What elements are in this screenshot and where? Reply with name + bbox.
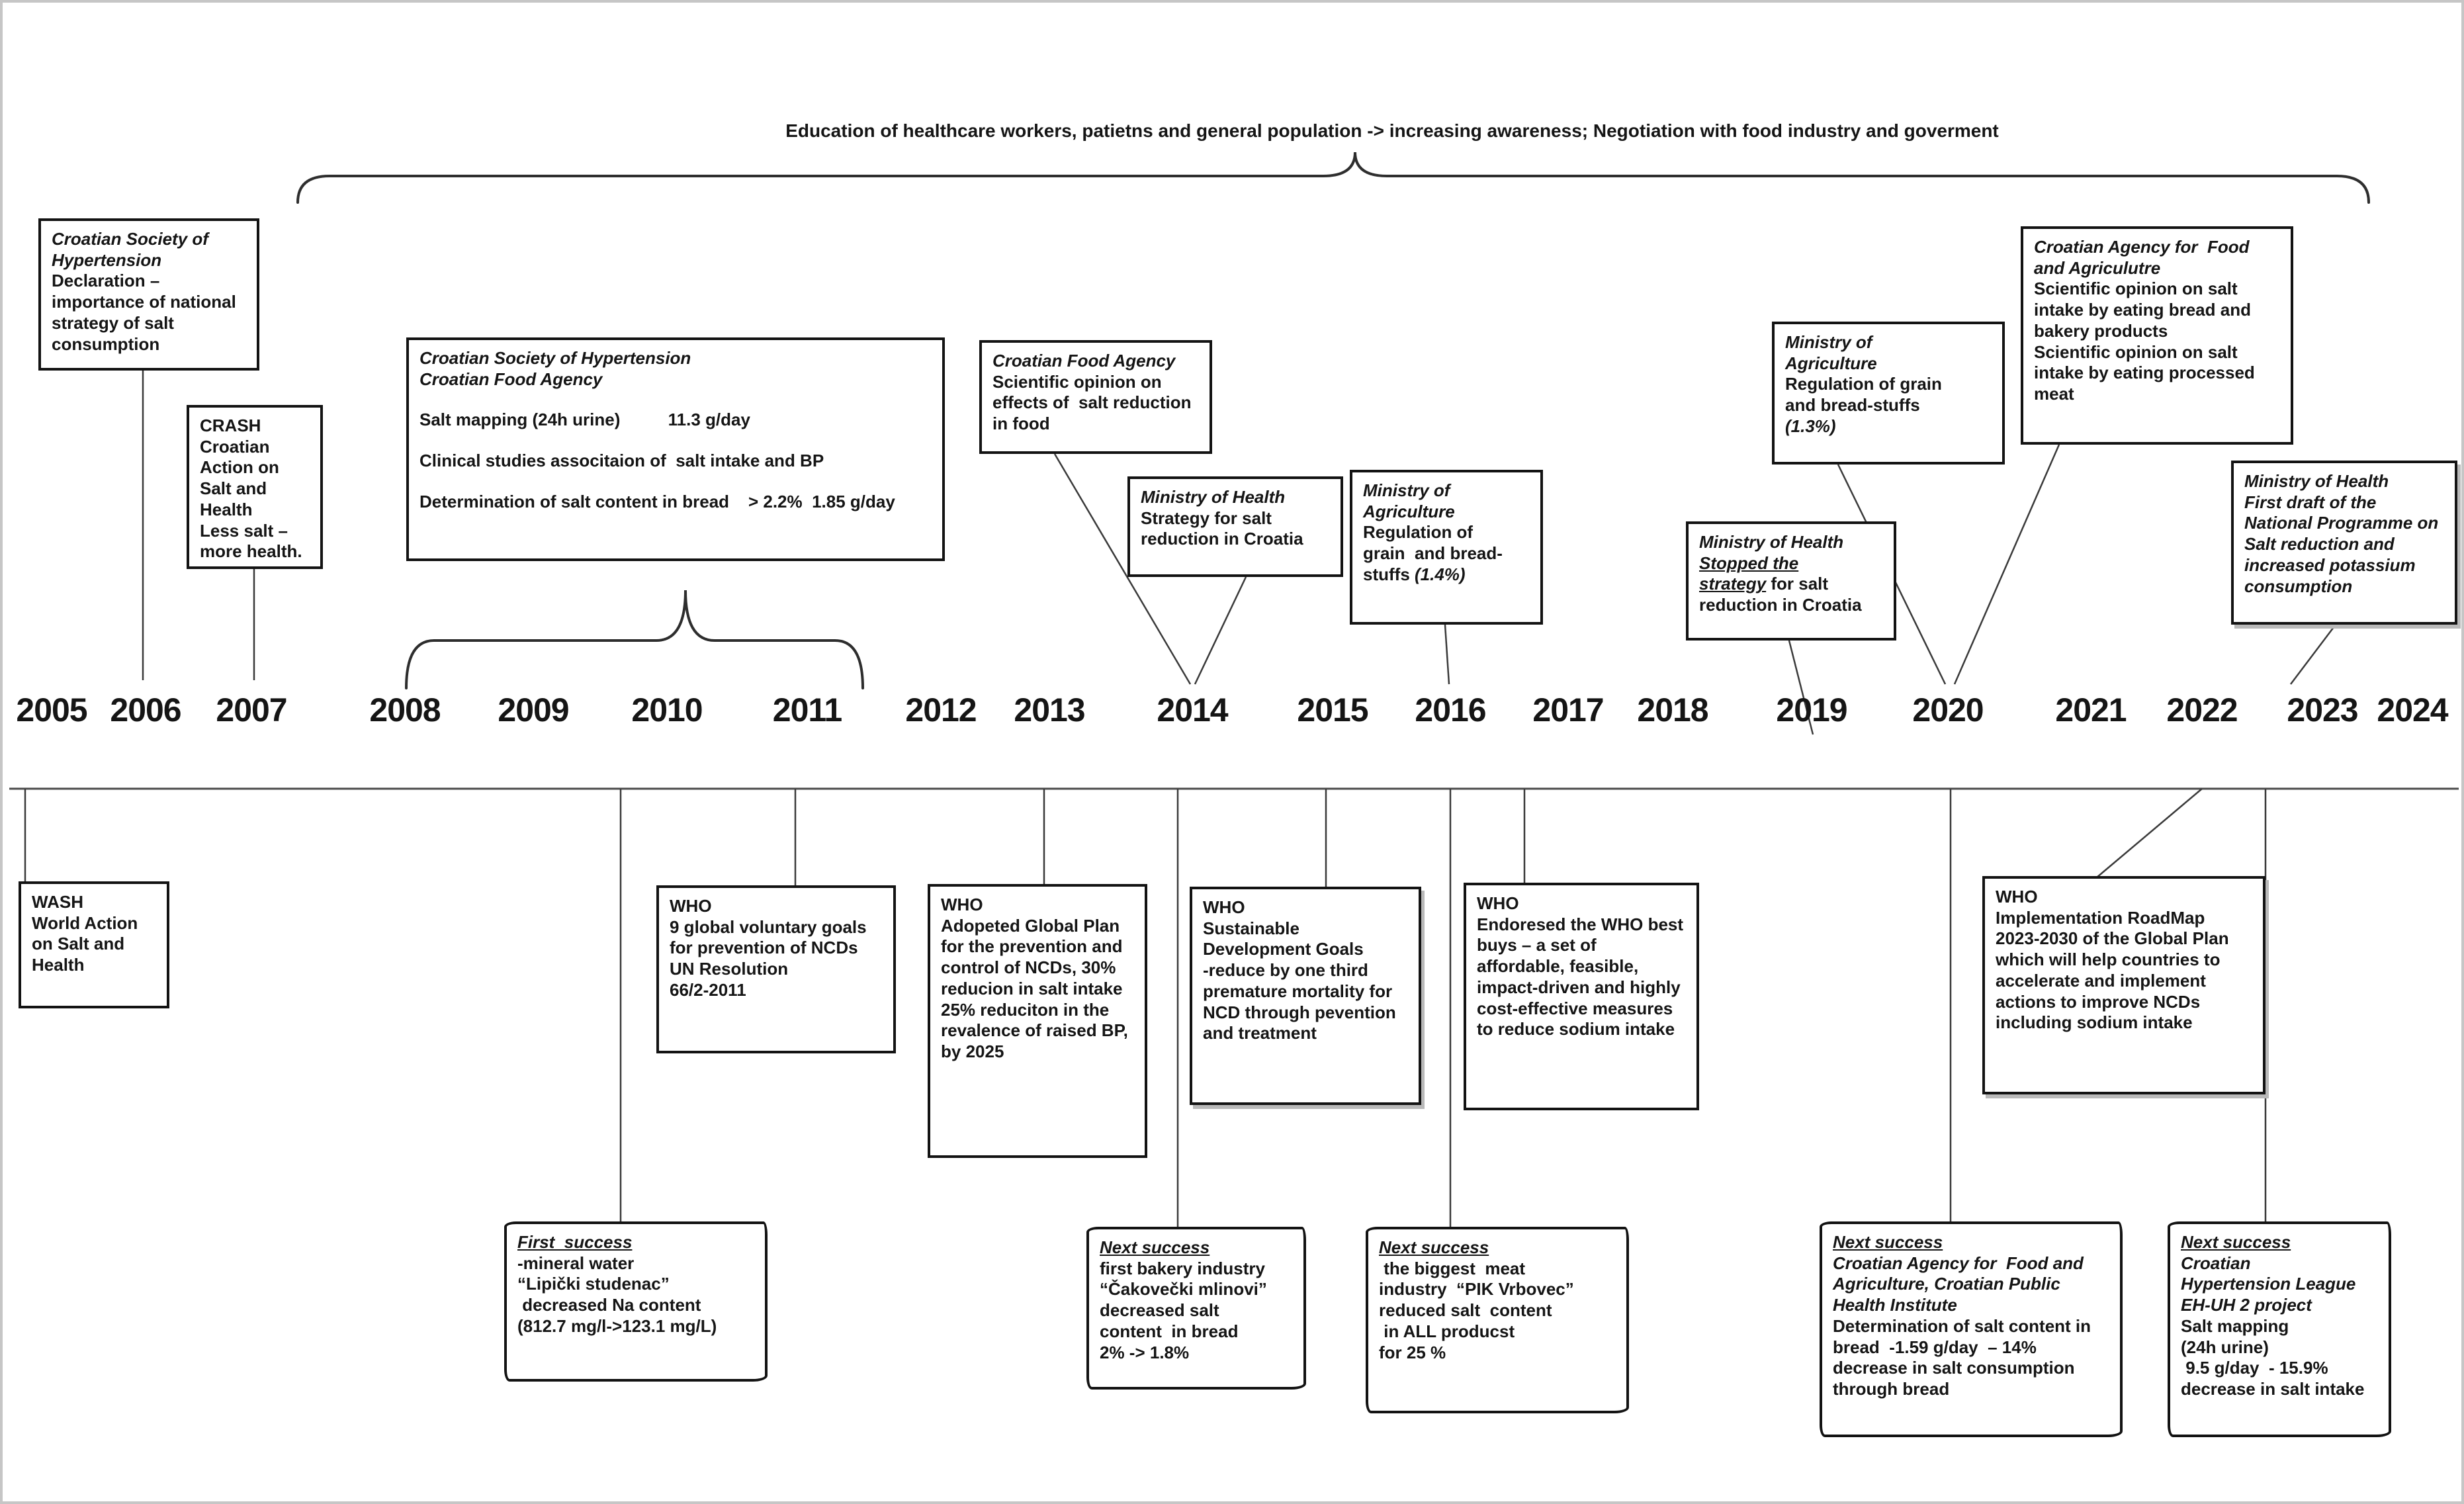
event-box-text: -reduce by one third premature mortality for NCD through pevention and treatment <box>1203 960 1401 1043</box>
event-box-text: Ministry of <box>1785 332 1872 352</box>
event-box-who-roadmap <box>1982 876 2266 1094</box>
event-box-text: (1.4%) <box>1415 564 1466 584</box>
event-box-text: Ministry of <box>1363 480 1450 500</box>
year-label-2017: 2017 <box>1532 691 1604 729</box>
event-box-text: decreased Na content <box>517 1295 701 1315</box>
event-box-text: First success <box>517 1232 633 1252</box>
event-box-text: World Action on Salt and Health <box>32 912 143 975</box>
event-box-text: WHO <box>1203 897 1245 917</box>
event-box-text: and bread-stuffs <box>1785 395 1920 416</box>
event-box-text: 2% -> 1.8% <box>1100 1342 1190 1362</box>
year-label-2010: 2010 <box>631 691 703 729</box>
event-box-text: Agriculture <box>1785 353 1877 373</box>
event-box-text: > 2.2% 1.85 g/day <box>748 491 895 511</box>
year-label-2009: 2009 <box>498 691 569 729</box>
event-box-text: UN Resolution <box>670 959 789 979</box>
event-box-text: WASH <box>32 892 83 912</box>
year-label-2005: 2005 <box>16 691 87 729</box>
year-label-2023: 2023 <box>2287 691 2358 729</box>
year-label-2008: 2008 <box>369 691 441 729</box>
connector-line-8 <box>2291 625 2336 684</box>
event-box-wash <box>19 881 169 1008</box>
year-label-2020: 2020 <box>1912 691 1984 729</box>
year-label-2015: 2015 <box>1297 691 1368 729</box>
event-box-text: first bakery industry <box>1100 1258 1265 1278</box>
year-label-2014: 2014 <box>1157 691 1228 729</box>
event-box-text: 11.3 g/day <box>668 410 750 430</box>
event-box-text: Implementation RoadMap 2023-2030 of the Global Plan which will help countries to accelerate and implement actions to improve NCDs including sodium intake <box>1996 907 2234 1033</box>
connector-line-7 <box>1955 445 2059 684</box>
connector-line-3 <box>1195 577 1246 684</box>
event-box-text: decrease in salt intake <box>2181 1379 2365 1399</box>
event-box-text: strategy <box>1699 574 1767 594</box>
event-box-text: Ministry of Health <box>2244 471 2389 491</box>
event-box-crash <box>187 405 323 569</box>
event-box-text: (24h urine) <box>2181 1337 2269 1357</box>
event-box-cfa-opinion <box>979 340 1212 454</box>
event-box-text: Next success <box>1379 1237 1489 1257</box>
event-box-text: 9 global voluntary goals for prevention of NCDs <box>670 916 871 958</box>
event-box-text: 9.5 g/day - 15.9% <box>2181 1358 2328 1378</box>
event-box-text: industry <box>1379 1279 1457 1300</box>
banner-text: Education of healthcare workers, patietns and general population -> increasing awareness; Negotiation with food industry and goverment <box>785 120 1999 141</box>
event-box-who-9-goals <box>656 885 896 1053</box>
event-box-cafa-opinions <box>2021 226 2293 445</box>
event-box-text: WHO <box>941 895 983 914</box>
top-brace <box>298 152 2369 202</box>
event-box-text: Ministry of Health <box>1141 487 1286 507</box>
year-label-2007: 2007 <box>216 691 287 729</box>
year-label-2022: 2022 <box>2166 691 2238 729</box>
event-box-moh-stopped <box>1686 521 1896 641</box>
event-box-text: 25% reduciton in the revalence of raised BP, by 2025 <box>941 999 1133 1062</box>
year-label-2006: 2006 <box>110 691 181 729</box>
event-box-text: Next success <box>1833 1232 1943 1252</box>
event-box-moa-regulation-14 <box>1350 470 1543 625</box>
event-box-text: Determination of salt content in bread -1.59 g/day – 14% decrease in salt consumption through bread <box>1833 1315 2101 1399</box>
event-box-text: Determination of salt content in bread <box>419 491 748 511</box>
event-box-text: Next success <box>1100 1237 1210 1257</box>
event-box-csh-cfa-studies <box>406 337 945 561</box>
event-box-text: 66/2-2011 <box>670 979 746 1000</box>
event-box-text: “PIK Vrbovec” <box>1456 1279 1574 1300</box>
event-box-text: Sustainable Development Goals <box>1203 918 1364 959</box>
event-box-who-sdg <box>1190 887 1421 1105</box>
event-box-who-best-buys <box>1464 883 1699 1110</box>
event-box-text: Hypertension League <box>2181 1274 2356 1294</box>
year-label-2016: 2016 <box>1415 691 1486 729</box>
event-box-next-success-ehuh <box>2168 1221 2391 1437</box>
event-box-text: Endoresed the WHO best buys – a set of affordable, feasible, impact-driven and highly cost-effective measures to reduce sodium intake <box>1477 914 1689 1040</box>
event-box-csh-declaration <box>38 218 259 371</box>
event-box-text: Croatian Society of Hypertension <box>52 229 214 270</box>
event-box-text: Scientific opinion on effects of salt reduction in food <box>992 371 1196 434</box>
event-box-first-success <box>504 1221 768 1382</box>
event-box-text: CRASH <box>200 416 261 435</box>
event-box-moh-strategy <box>1127 476 1343 577</box>
event-box-text: (812.7 mg/l->123.1 mg/L) <box>517 1315 717 1336</box>
event-box-text: Regulation of <box>1363 522 1474 543</box>
event-box-text: Ministry of Health <box>1699 532 1844 552</box>
event-box-text: Croatian Society of Hypertension <box>419 348 691 368</box>
event-box-text: Salt mapping <box>2181 1315 2289 1336</box>
event-box-moa-regulation-13 <box>1772 322 2005 464</box>
event-box-text: WHO <box>670 896 712 916</box>
event-box-text: Declaration – <box>52 271 160 291</box>
connector-line-4 <box>1445 625 1449 684</box>
connector-line-18 <box>2097 789 2202 877</box>
year-label-2018: 2018 <box>1637 691 1708 729</box>
event-box-text: Less salt – more health. <box>200 520 302 562</box>
event-box-text: Croatian Food Agency <box>992 351 1176 371</box>
event-box-text: Regulation of grain <box>1785 374 1942 394</box>
event-box-text: for 25 % <box>1379 1342 1446 1362</box>
event-box-text: First draft of the National Programme on Salt reduction and increased potassium consumption <box>2244 492 2443 596</box>
year-label-2019: 2019 <box>1776 691 1847 729</box>
event-box-text: Croatian Agency for Food and Agriculutre <box>2034 237 2254 278</box>
event-box-text: Next success <box>2181 1232 2291 1252</box>
event-box-text: -mineral water <box>517 1253 635 1273</box>
event-box-text: Croatian Agency for Food and Agriculture, Croatian Public Health Institute <box>1833 1253 2088 1315</box>
year-label-2013: 2013 <box>1014 691 1085 729</box>
event-box-text: WHO <box>1477 893 1519 913</box>
event-box-text: grain and bread- <box>1363 543 1503 564</box>
event-box-moh-first-draft <box>2231 461 2457 625</box>
event-box-text: importance of national strategy of salt consumption <box>52 292 242 354</box>
event-box-text: reduced salt content <box>1379 1300 1552 1321</box>
box-brace <box>406 590 863 688</box>
event-box-text: (1.3%) <box>1785 416 1836 436</box>
event-box-text: reduction in Croatia <box>1699 595 1862 615</box>
event-box-text: Croatian Action on Salt and Health <box>200 436 285 519</box>
year-label-2012: 2012 <box>905 691 977 729</box>
event-box-text: Croatian <box>2181 1253 2251 1273</box>
event-box-text: Scientific opinion on salt intake by eating processed meat <box>2034 341 2260 404</box>
event-box-text: in ALL producst <box>1379 1321 1515 1341</box>
event-box-text: “Čakovečki mlinovi” <box>1100 1279 1267 1300</box>
event-box-text: Croatian Food Agency <box>419 369 603 389</box>
event-box-text: WHO <box>1996 887 2038 907</box>
event-box-text: stuffs <box>1363 564 1415 584</box>
event-box-text: “Lipički studenac” <box>517 1274 670 1294</box>
event-box-text: content in bread <box>1100 1321 1239 1341</box>
event-box-text: the biggest meat <box>1379 1258 1526 1278</box>
event-box-text: Clinical studies associtaion of salt intake and BP <box>419 451 824 471</box>
year-label-2021: 2021 <box>2055 691 2127 729</box>
year-label-2011: 2011 <box>772 691 842 729</box>
event-box-text: EH-UH 2 project <box>2181 1295 2312 1315</box>
event-box-text: Adopeted Global Plan for the prevention and control of NCDs, 30% reducion in salt intake <box>941 915 1127 998</box>
event-box-text: for salt <box>1766 574 1829 594</box>
event-box-next-success-meat <box>1366 1227 1629 1413</box>
event-box-text: decreased salt <box>1100 1300 1219 1321</box>
year-label-2024: 2024 <box>2377 691 2448 729</box>
event-box-text: Scientific opinion on salt intake by eating bread and bakery products <box>2034 279 2256 341</box>
event-box-text: Strategy for salt reduction in Croatia <box>1141 508 1303 549</box>
event-box-next-success-bakery <box>1086 1227 1306 1390</box>
event-box-who-global-plan <box>928 884 1147 1158</box>
event-box-text: Stopped the <box>1699 553 1799 573</box>
event-box-text: Agriculture <box>1363 501 1455 521</box>
event-box-next-success-cafa <box>1820 1221 2123 1437</box>
event-box-text: Salt mapping (24h urine) <box>419 410 668 430</box>
